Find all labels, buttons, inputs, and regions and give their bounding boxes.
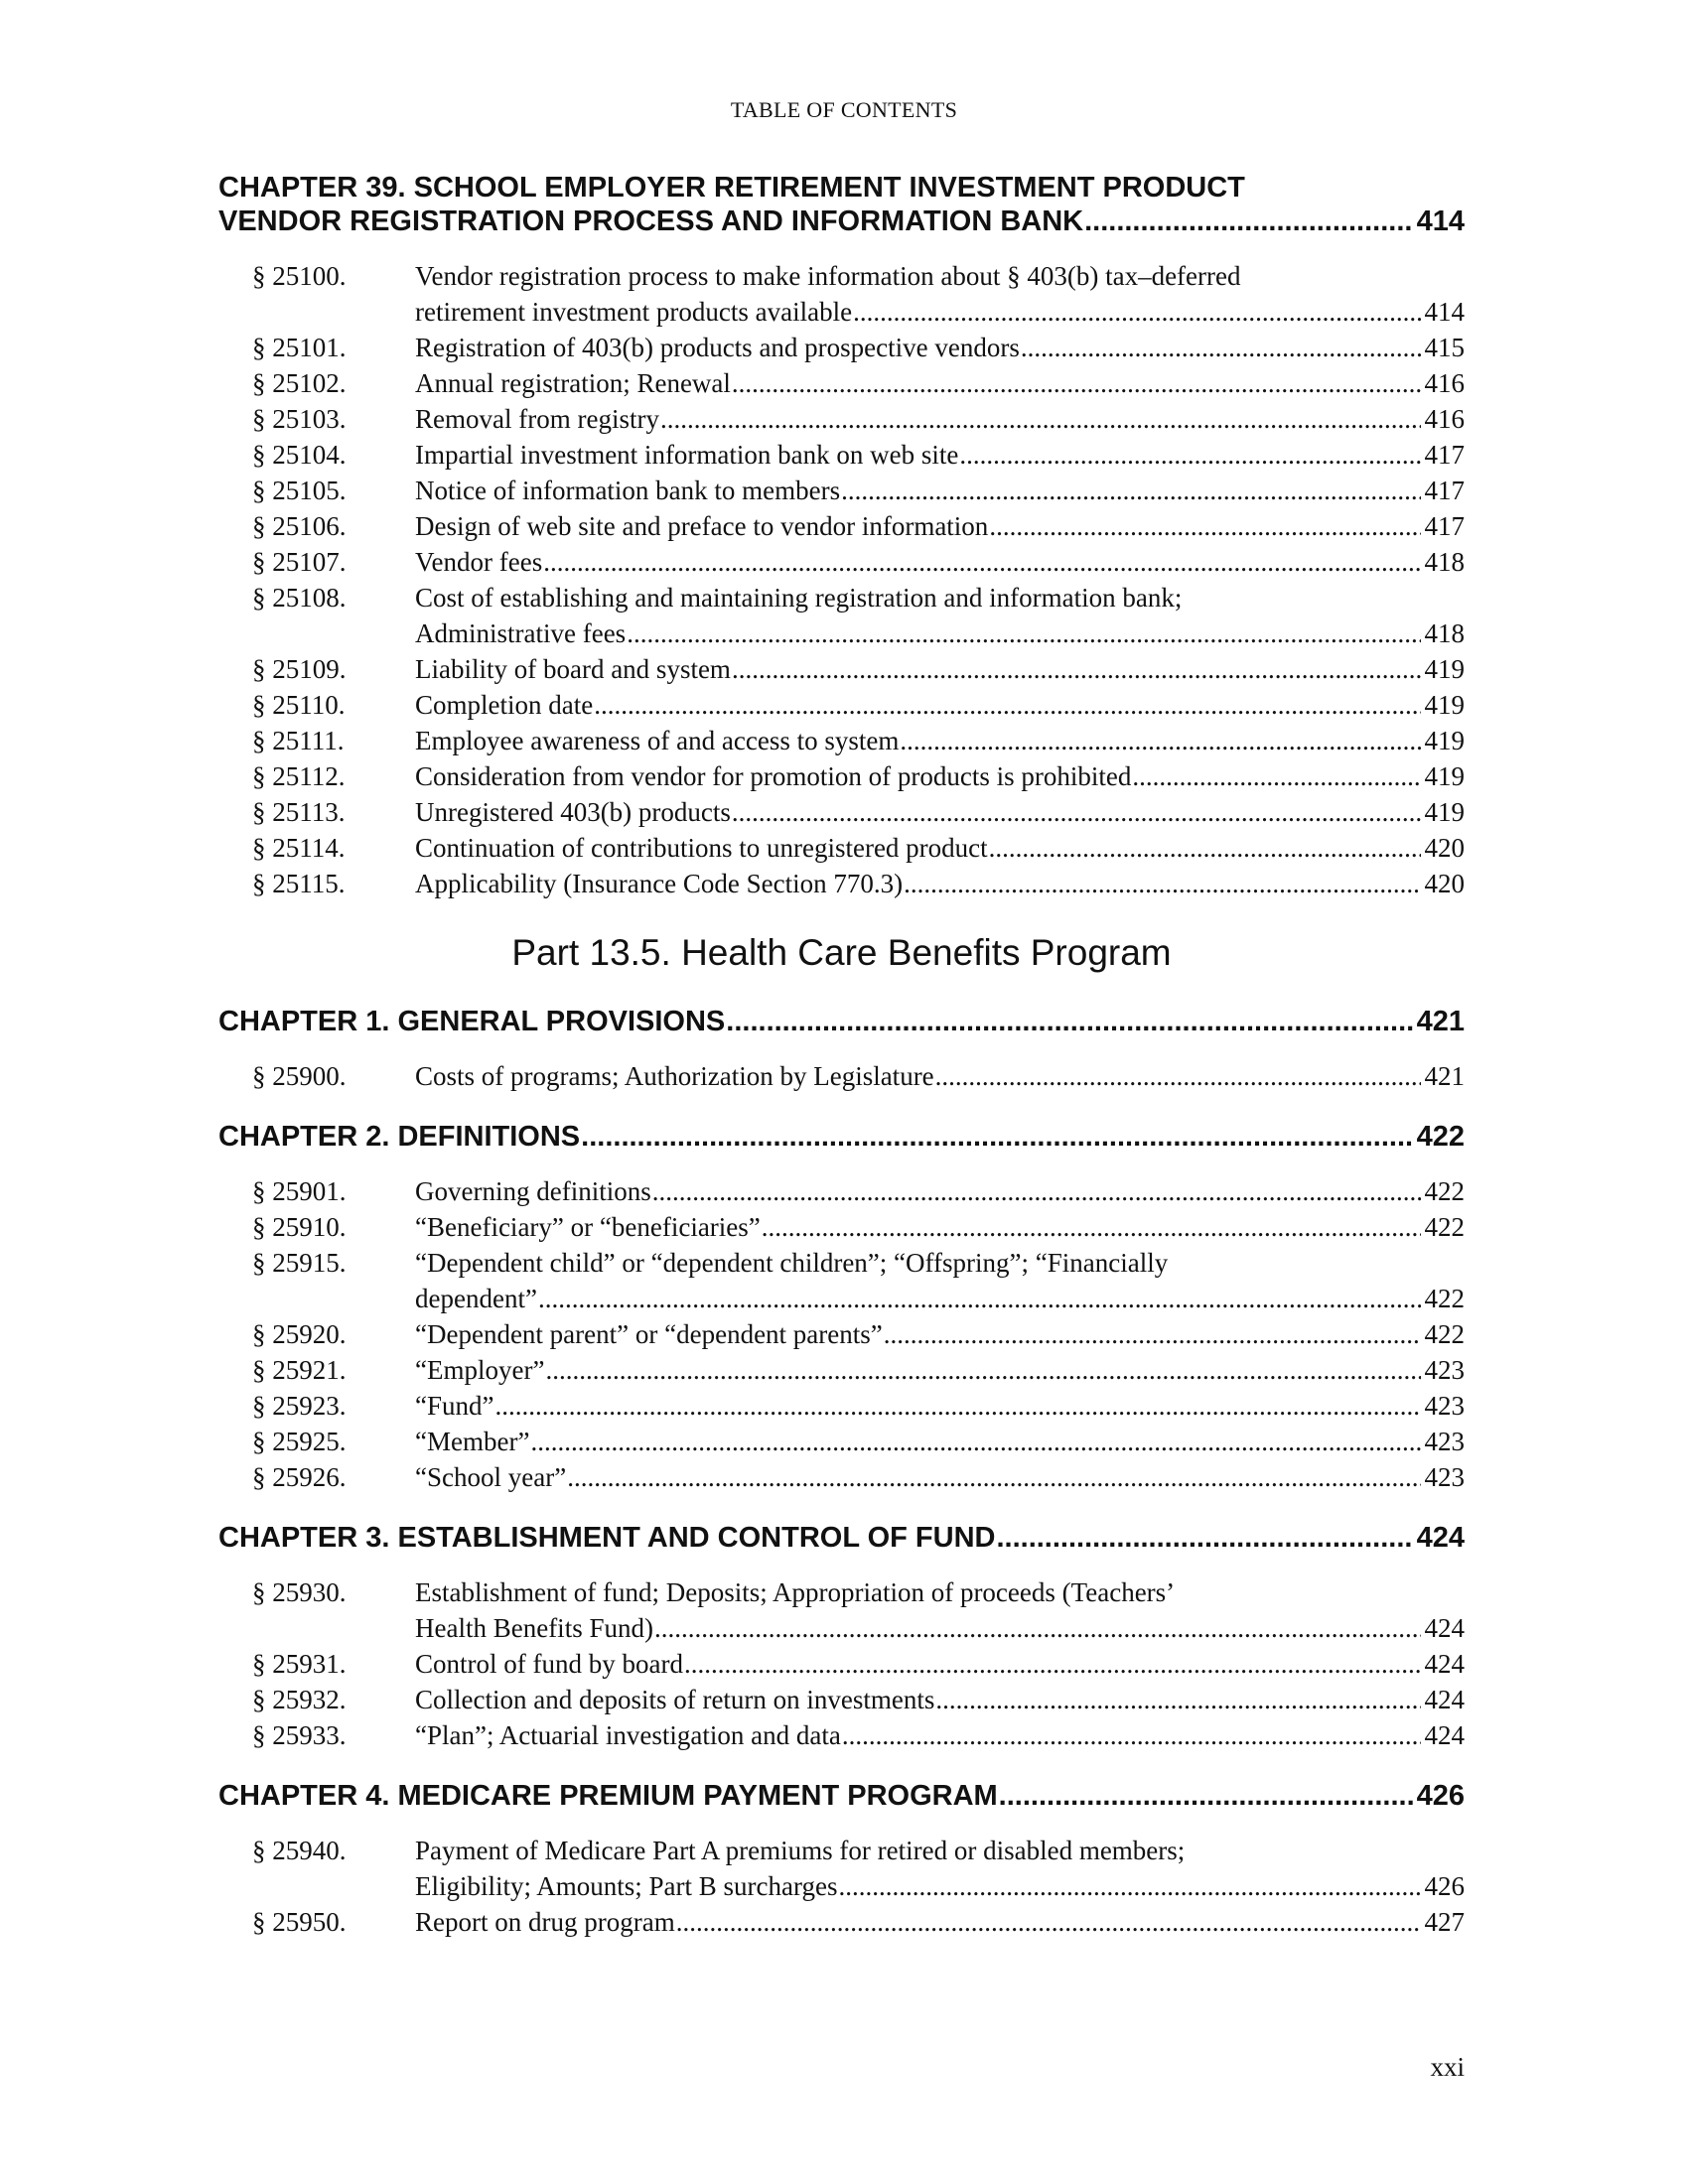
entry-body [415,830,1465,866]
entry-page: 424 [1424,1720,1465,1750]
table-of-contents [218,171,1465,1966]
section-list [218,1574,1465,1753]
toc-line [218,205,1465,238]
toc-entry [218,1058,1465,1094]
entry-body [415,1646,1465,1682]
toc-entry [218,794,1465,830]
chapter-page: 422 [1416,1121,1465,1153]
toc-line [415,1610,1465,1646]
entry-page: 423 [1424,1427,1465,1456]
entry-body [415,1574,1465,1646]
entry-title-line: “Fund” [415,1391,494,1421]
entry-page: 417 [1424,511,1465,541]
toc-line [415,508,1465,544]
toc-entry [218,1682,1465,1717]
dot-leader [732,365,1421,401]
entry-body [415,365,1465,401]
dot-leader [1021,330,1421,365]
section-number: § 25940. [252,1836,347,1865]
dot-leader [545,1352,1420,1388]
dot-leader [999,1779,1413,1813]
section-number: § 25102. [252,368,347,398]
toc-line [415,1173,1465,1209]
toc-line [415,1646,1465,1682]
entry-body [415,794,1465,830]
entry-body [415,1904,1465,1940]
entry-page: 422 [1424,1176,1465,1206]
toc-line [415,1459,1465,1495]
spacer [218,1038,1465,1058]
entry-title-line: Vendor registration process to make information about § 403(b) tax–deferred [415,261,1241,291]
entry-page: 419 [1424,761,1465,791]
entry-body [415,1717,1465,1753]
toc-line [415,294,1465,330]
toc-entry [218,473,1465,508]
toc-entry [218,401,1465,437]
chapter-page: 414 [1416,205,1465,237]
toc-entry [218,580,1465,651]
dot-leader [1084,205,1413,238]
toc-entry [218,1352,1465,1388]
toc-line [415,615,1465,651]
entry-title-line: Collection and deposits of return on investments [415,1685,935,1714]
chapter-title-line: CHAPTER 39. SCHOOL EMPLOYER RETIREMENT INVESTMENT PRODUCT [218,172,1245,204]
dot-leader [900,723,1420,758]
section-number: § 25105. [252,476,347,505]
dot-leader [842,1717,1421,1753]
entry-page: 420 [1424,833,1465,863]
entry-page: 419 [1424,726,1465,755]
entry-body [415,508,1465,544]
entry-title-line: Registration of 403(b) products and prospective vendors [415,333,1020,362]
section-list [218,1833,1465,1940]
entry-title-line: retirement investment products available [415,297,853,327]
chapter-heading [218,1005,1465,1038]
entry-title-line: “Employer” [415,1355,545,1385]
entry-page: 423 [1424,1391,1465,1421]
section-number: § 25113. [252,797,346,827]
entry-page: 427 [1424,1907,1465,1937]
entry-title-line: Unregistered 403(b) products [415,797,731,827]
entry-title-line: Health Benefits Fund) [415,1613,653,1643]
entry-page: 415 [1424,333,1465,362]
entry-page: 422 [1424,1284,1465,1313]
dot-leader [853,294,1420,330]
toc-line [415,830,1465,866]
dot-leader [654,1610,1421,1646]
toc-entry [218,758,1465,794]
toc-line [415,723,1465,758]
dot-leader [494,1388,1420,1424]
dot-leader [581,1120,1412,1154]
entry-title-line: Liability of board and system [415,654,731,684]
spacer [218,238,1465,258]
entry-body [415,1459,1465,1495]
entry-title-line: Governing definitions [415,1176,651,1206]
dot-leader [538,1281,1421,1316]
section-number: § 25950. [252,1907,347,1937]
section-number: § 25108. [252,583,347,613]
entry-title-line: Consideration from vendor for promotion of products is prohibited [415,761,1132,791]
toc-line [415,1904,1465,1940]
chapter-page: 424 [1416,1522,1465,1554]
section-number: § 25933. [252,1720,347,1750]
dot-leader [726,1005,1412,1038]
toc-entry [218,1904,1465,1940]
section-list [218,258,1465,901]
entry-title-line: Design of web site and preface to vendor information [415,511,989,541]
entry-body [415,258,1465,330]
toc-entry [218,1209,1465,1245]
chapter-page: 426 [1416,1780,1465,1812]
entry-page: 418 [1424,618,1465,648]
toc-line [415,1058,1465,1094]
entry-page: 421 [1424,1061,1465,1091]
entry-title-line: Payment of Medicare Part A premiums for retired or disabled members; [415,1836,1186,1865]
entry-body [415,1316,1465,1352]
dot-leader [627,615,1420,651]
dot-leader [567,1459,1420,1495]
entry-body [415,580,1465,651]
entry-title-line: Report on drug program [415,1907,675,1937]
entry-body [415,1424,1465,1459]
toc-entry [218,365,1465,401]
entry-page: 423 [1424,1462,1465,1492]
toc-line [415,437,1465,473]
entry-title-line: Removal from registry [415,404,659,434]
toc-entry [218,651,1465,687]
toc-entry [218,544,1465,580]
entry-title-line: Continuation of contributions to unregistered product [415,833,988,863]
page-number: xxi [1430,2052,1465,2082]
chapter-title-line: CHAPTER 1. GENERAL PROVISIONS [218,1006,726,1037]
dot-leader [530,1424,1420,1459]
section-number: § 25915. [252,1248,347,1278]
page-header: TABLE OF CONTENTS [730,97,958,122]
section-list [218,1173,1465,1495]
toc-line [218,1779,1465,1813]
entry-body [415,651,1465,687]
entry-page: 422 [1424,1212,1465,1242]
toc-entry [218,1646,1465,1682]
entry-page: 424 [1424,1613,1465,1643]
entry-body [415,330,1465,365]
entry-title-line: “Plan”; Actuarial investigation and data [415,1720,841,1750]
entry-title-line: Costs of programs; Authorization by Legislature [415,1061,934,1091]
dot-leader [652,1173,1421,1209]
chapter-heading [218,1779,1465,1813]
dot-leader [676,1904,1421,1940]
entry-body [415,473,1465,508]
toc-entry [218,866,1465,901]
section-number: § 25925. [252,1427,347,1456]
toc-entry [218,1717,1465,1753]
section-number: § 25926. [252,1462,347,1492]
toc-line [218,1120,1465,1154]
entry-body [415,544,1465,580]
entry-title-line: “School year” [415,1462,567,1492]
entry-title-line: Establishment of fund; Deposits; Appropriation of proceeds (Teachers’ [415,1577,1176,1607]
dot-leader [904,866,1420,901]
section-number: § 25104. [252,440,347,470]
toc-entry [218,1316,1465,1352]
toc-entry [218,1173,1465,1209]
dot-leader [732,651,1421,687]
entry-body [415,687,1465,723]
section-number: § 25115. [252,869,346,898]
entry-title-line: Eligibility; Amounts; Part B surcharges [415,1871,838,1901]
dot-leader [989,830,1421,866]
entry-body [415,1209,1465,1245]
chapter-title-line: CHAPTER 3. ESTABLISHMENT AND CONTROL OF FUND [218,1522,996,1554]
toc-entry [218,1245,1465,1316]
entry-title-line: Notice of information bank to members [415,476,841,505]
toc-line [415,1388,1465,1424]
entry-title-line: Impartial investment information bank on web site [415,440,959,470]
toc-line [415,401,1465,437]
part-title: Part 13.5. Health Care Benefits Program [511,932,1172,973]
entry-title-line: Applicability (Insurance Code Section 770.3) [415,869,904,898]
section-number: § 25101. [252,333,347,362]
section-list [218,1058,1465,1094]
toc-entry [218,437,1465,473]
entry-title-line: “Dependent parent” or “dependent parents” [415,1319,883,1349]
section-number: § 25114. [252,833,346,863]
toc-line [415,651,1465,687]
section-number: § 25107. [252,547,347,577]
toc-line [415,758,1465,794]
entry-body [415,1833,1465,1904]
toc-entry [218,723,1465,758]
section-number: § 25111. [252,726,345,755]
toc-entry [218,1574,1465,1646]
section-number: § 25900. [252,1061,347,1091]
section-number: § 25100. [252,261,347,291]
entry-body [415,723,1465,758]
section-number: § 25106. [252,511,347,541]
section-number: § 25110. [252,690,346,720]
toc-line [415,544,1465,580]
entry-title-line: “Member” [415,1427,530,1456]
entry-page: 424 [1424,1685,1465,1714]
chapter-heading [218,171,1465,238]
entry-title-line: dependent” [415,1284,537,1313]
toc-entry [218,1459,1465,1495]
entry-body [415,866,1465,901]
dot-leader [732,794,1421,830]
entry-title-line: Employee awareness of and access to system [415,726,900,755]
toc-line [415,794,1465,830]
section-number: § 25910. [252,1212,347,1242]
toc-line [415,365,1465,401]
dot-leader [1132,758,1420,794]
spacer [218,1555,1465,1574]
toc-entry [218,1833,1465,1904]
toc-entry [218,830,1465,866]
entry-body [415,1173,1465,1209]
entry-body [415,1058,1465,1094]
toc-line [415,866,1465,901]
dot-leader [543,544,1420,580]
entry-title-line: Cost of establishing and maintaining registration and information bank; [415,583,1183,613]
entry-body [415,1352,1465,1388]
entry-title-line: Vendor fees [415,547,543,577]
dot-leader [884,1316,1421,1352]
section-number: § 25103. [252,404,347,434]
entry-body [415,758,1465,794]
section-number: § 25112. [252,761,346,791]
spacer [218,1813,1465,1833]
section-number: § 25109. [252,654,347,684]
entry-page: 414 [1424,297,1465,327]
dot-leader [762,1209,1421,1245]
entry-page: 423 [1424,1355,1465,1385]
section-number: § 25930. [252,1577,347,1607]
toc-line [415,330,1465,365]
entry-body [415,1245,1465,1316]
dot-leader [996,1521,1412,1555]
spacer [218,1154,1465,1173]
entry-title-line: “Beneficiary” or “beneficiaries” [415,1212,761,1242]
entry-page: 420 [1424,869,1465,898]
chapter-title-line: CHAPTER 4. MEDICARE PREMIUM PAYMENT PROGRAM [218,1780,998,1812]
toc-line [415,1281,1465,1316]
entry-page: 419 [1424,654,1465,684]
dot-leader [959,437,1420,473]
chapter-heading [218,1521,1465,1555]
entry-body [415,1682,1465,1717]
entry-page: 422 [1424,1319,1465,1349]
toc-entry [218,1388,1465,1424]
entry-title-line: “Dependent child” or “dependent children”; “Offspring”; “Financially [415,1248,1169,1278]
toc-line [415,1868,1465,1904]
entry-page: 424 [1424,1649,1465,1679]
dot-leader [839,1868,1421,1904]
entry-title-line: Annual registration; Renewal [415,368,731,398]
entry-title-line: Administrative fees [415,618,627,648]
dot-leader [684,1646,1421,1682]
toc-line [415,1316,1465,1352]
toc-line [415,1682,1465,1717]
section-number: § 25932. [252,1685,347,1714]
toc-line [415,1424,1465,1459]
entry-page: 417 [1424,440,1465,470]
dot-leader [660,401,1421,437]
entry-body [415,1388,1465,1424]
dot-leader [594,687,1420,723]
toc-entry [218,258,1465,330]
section-number: § 25923. [252,1391,347,1421]
entry-body [415,401,1465,437]
dot-leader [989,508,1420,544]
toc-entry [218,508,1465,544]
toc-line [218,1521,1465,1555]
chapter-heading [218,1120,1465,1154]
section-number: § 25920. [252,1319,347,1349]
section-number: § 25921. [252,1355,347,1385]
dot-leader [935,1058,1421,1094]
entry-body [415,437,1465,473]
dot-leader [935,1682,1420,1717]
toc-line [415,473,1465,508]
toc-line [415,1717,1465,1753]
dot-leader [841,473,1420,508]
entry-page: 418 [1424,547,1465,577]
entry-page: 417 [1424,476,1465,505]
entry-page: 419 [1424,797,1465,827]
toc-entry [218,1424,1465,1459]
entry-page: 426 [1424,1871,1465,1901]
section-number: § 25901. [252,1176,347,1206]
chapter-title-line: CHAPTER 2. DEFINITIONS [218,1121,581,1153]
chapter-page: 421 [1416,1006,1465,1037]
entry-page: 419 [1424,690,1465,720]
toc-line [218,1005,1465,1038]
chapter-title-line: VENDOR REGISTRATION PROCESS AND INFORMATION BANK [218,205,1084,237]
entry-title-line: Completion date [415,690,594,720]
entry-page: 416 [1424,404,1465,434]
toc-entry [218,687,1465,723]
toc-entry [218,330,1465,365]
entry-page: 416 [1424,368,1465,398]
entry-title-line: Control of fund by board [415,1649,683,1679]
toc-line [415,1209,1465,1245]
toc-line [415,1352,1465,1388]
toc-line [415,687,1465,723]
section-number: § 25931. [252,1649,347,1679]
